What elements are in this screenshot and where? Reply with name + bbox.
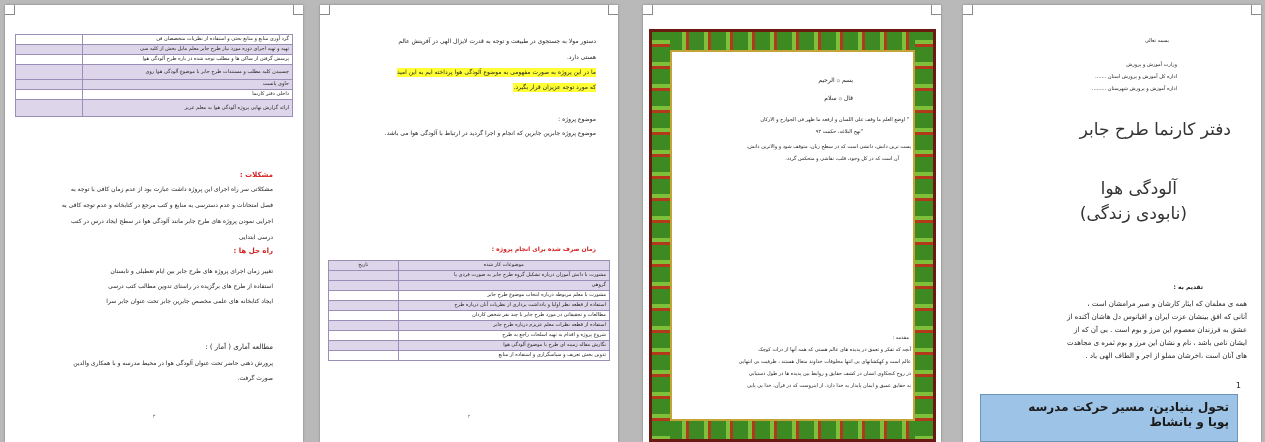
crop-mark xyxy=(293,5,303,15)
hadith-line: "نهج البلاغه، حکمت ۹۲ xyxy=(815,129,863,135)
crop-mark xyxy=(320,5,330,15)
table-row: شروع پروژه و اقدام به تهیه اسلحات راجع به طرح xyxy=(329,331,610,341)
crop-mark xyxy=(608,5,618,15)
stats-text-line: صورت گرفت. xyxy=(237,375,273,382)
table-row: داخلی دفتر کارنما xyxy=(16,90,293,100)
page-number: ۲ xyxy=(467,414,471,420)
preface-line: آنچه که تفکر و تعمق در پدیده های عالم هستی که همه آنها از ذرات کوچک xyxy=(758,347,911,353)
solutions-text-line: استفاده از طرح های برگزیده در راستای تدوین مطالب کتب درسی xyxy=(108,283,273,290)
dedication-heading: تقدیم به : xyxy=(1173,284,1203,291)
problems-text-line: اجرایی نمودن پروژه های طرح جابر مانند آلودگی هوا در سطح ایجاد درس در کتب xyxy=(71,218,273,225)
problems-heading: مشکلات : xyxy=(239,171,273,179)
table-row: گرد آوری منابع و منابع بحثی و استفاده از نظریات متخصصان فن xyxy=(16,35,293,45)
crop-mark xyxy=(1251,5,1261,15)
document-page-3 xyxy=(643,5,941,442)
highlighted-line: ما در این پروژه به صورت مفهومی به موضوع آلودگی هوا پرداخته ایم به این امید xyxy=(396,69,596,76)
stats-heading: مطالعه آماری ( آمار ) : xyxy=(205,343,273,351)
frame-content xyxy=(670,50,915,421)
time-table xyxy=(328,260,610,361)
activities-table xyxy=(15,34,293,117)
preface-heading: مقدمه : xyxy=(892,335,909,341)
basmala-line: قال ۞ سلام xyxy=(824,95,853,102)
problems-text-line: مشکلاتی سر راه اجرای این پروژه داشت عبارت بود از عدم زمان کافی با توجه به xyxy=(70,186,273,193)
problems-text-line: فصل امتحانات و عدم دسترسی به منابع و کتب مرجع در کتابخانه و عدم توجه کافی به xyxy=(61,202,273,209)
hadith-line: آن است که در کل وجود، قلب، نقاشی و متحکس گردد. xyxy=(785,156,899,162)
highlighted-line: که مورد توجه عزیزان قرار بگیرد. xyxy=(513,84,596,91)
crop-mark xyxy=(963,5,973,15)
preface-line: در روح کنجکاوی انسان در کشف حقایق و روابط بین پدیده ها در طول دستیابی xyxy=(748,371,911,377)
crop-mark xyxy=(643,5,653,15)
preface-line: عالم است و کهکشانهای بی انتها مخلوقات خداوند متعال هستند ، ظرفیت بی انتهایی xyxy=(738,359,911,365)
table-row: استفاده از قطعه نظرات معلم عزیزم درباره طرح جابر xyxy=(329,321,610,331)
vine-border-left xyxy=(652,32,670,439)
preface-line: به حقایق عمیق و ایمان پایدار به خدا دارد. از اینروست که در قرآن، خدا پی پایی xyxy=(747,383,911,389)
table-row: نگارش مقاله زمینه ای طرح با موضوع آلودگی هوا xyxy=(329,341,610,351)
dedication-line: ایشان نامی باشد ، نام و نشان این مرز و بوم ثمره ی مجاهدت xyxy=(1067,339,1247,347)
vine-border-bottom xyxy=(652,421,933,439)
table-row: مشورت با معلم مربوطه درباره انتخاب موضوع طرح جابر xyxy=(329,291,610,301)
crop-mark xyxy=(5,5,15,15)
motto-text: تحول بنیادین، مسیر حرکت مدرسه پویا و بانشاط xyxy=(1028,400,1229,429)
subject-heading: موضوع پروژه : xyxy=(558,116,596,123)
page-number: ۳ xyxy=(152,414,156,420)
table-row: پرسش گرفتن از ساکن ها و مطلب توجه شده در باره طرح آلودگی هوا xyxy=(16,55,293,65)
crop-mark xyxy=(931,5,941,15)
header-line: اداره کل آموزش و پرورش استان ....... xyxy=(1095,74,1177,80)
page-number: 1 xyxy=(1235,381,1241,390)
document-page-1 xyxy=(5,5,303,442)
problems-text-line: درسی ابتدایی xyxy=(238,234,273,241)
subject-text: موضوع پروژه جابرین جابرین که انجام و اجرا گردید در ارتباط با آلودگی هوا می باشد. xyxy=(384,130,596,137)
table-row: چسبیدن کلیه مطلب و مستندات طرح جابر با موضوع آلودگی هوا روی xyxy=(16,65,293,80)
document-subtitle: آلودگی هوا xyxy=(1100,179,1177,199)
stats-text-line: پرورش ذهنی حاضر تحت عنوان آلودگی هوا در محیط مدرسه و با همکاری والدین xyxy=(73,360,273,367)
table-row: استفاده از قطعه نظر اولیا و یادداشت برداری از نظریات آنان درباره طرح xyxy=(329,301,610,311)
table-row: گروهی xyxy=(329,281,610,291)
solutions-heading: راه حل ها : xyxy=(233,247,273,255)
table-row: حاوی پانست xyxy=(16,80,293,90)
decorative-floral-frame xyxy=(649,29,936,442)
basmala-line: بسم ۞ الرحیم xyxy=(818,77,853,84)
motto-banner xyxy=(980,394,1238,442)
solutions-text-line: تغییر زمان اجرای پروژه های طرح جابر بین ایام تعطیلی و تابستان xyxy=(110,268,273,275)
time-heading: زمان صرف شده برای انجام پروژه : xyxy=(491,246,596,253)
document-page-4 xyxy=(963,5,1261,442)
intro-line: هستی دارد. xyxy=(566,54,596,61)
hadith-line: " اوضع العلم ما وقف علی اللسان و ارفعه ما ظهر فی الجوارح و الارکان xyxy=(760,117,909,123)
document-subtitle: (نابودی زندگی) xyxy=(1079,204,1187,224)
vine-border-top xyxy=(652,32,933,50)
document-page-2 xyxy=(320,5,618,442)
document-title: دفتر کارنما طرح جابر xyxy=(1079,120,1231,140)
header-line: بسمه تعالی xyxy=(1144,38,1169,44)
vine-border-right xyxy=(915,32,933,439)
table-row: تدوین بخش تعریف و سیاسگزاری و استفاده از منابع xyxy=(329,351,610,361)
table-row: مشورت با دانش آموزان درباره تشکیل گروه طرح جابر به صورت فردی یا xyxy=(329,271,610,281)
header-line: وزارت آموزش و پرورش xyxy=(1126,62,1177,68)
table-row: مطالعات و تحقیقاتی در مورد طرح جابر با چند نفر شخص کاردان xyxy=(329,311,610,321)
solutions-text-line: ایجاد کتابخانه های علمی مخصص جابرین جابر تحت عنوان جابر سرا xyxy=(106,298,273,305)
table-row: تهیه و تهیه اجرای دوره مورد نیاز طرح جابر معلم مایل بخش از کلیه سی xyxy=(16,45,293,55)
hadith-line: پست ترین دانش، دانشی است که در سطح زبان، متوقف شود و والاترین دانش، xyxy=(746,144,911,150)
table-header: موضوعات کار شده تاریخ xyxy=(329,261,610,271)
dedication-line: عشق به فرزندان معصوم این مرز و بوم است . بی آن که از xyxy=(1073,326,1247,334)
dedication-line: های آنان است ،اخرشان مملو از اجر و الطاف الهی باد . xyxy=(1085,352,1247,360)
intro-line: دستور مولا به جستجوی در طبیعت و توجه به قدرت لایزال الهی در آفرینش عالم xyxy=(398,38,596,45)
dedication-line: همه ی معلمان که ایثار کارشان و صبر مرامشان است ، xyxy=(1087,300,1247,308)
dedication-line: آنانی که افق بینشان عزت ایران و اقیانوس دل هاشان آکنده از xyxy=(1067,313,1247,321)
table-row: ارائه گزارش نهایی پروژه آلودگی هوا به معلم عزیز xyxy=(16,100,293,117)
header-line: اداره آموزش و پرورش شهرستان ......... xyxy=(1091,86,1177,92)
